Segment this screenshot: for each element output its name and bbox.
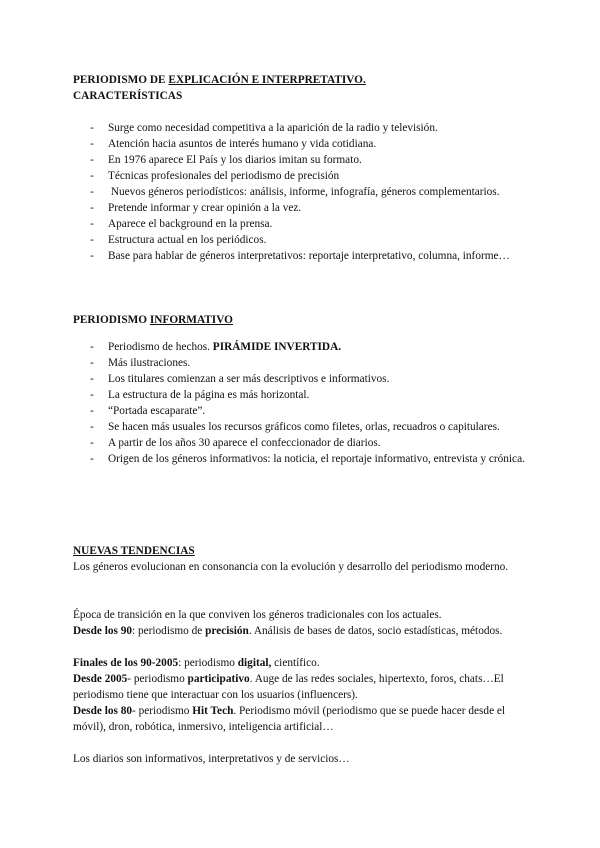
list-item: - Nuevos géneros periodísticos: análisis, informe, infografía, géneros complementarios.	[90, 186, 500, 198]
list-item-text: Atención hacia asuntos de interés humano y vida cotidiana.	[108, 138, 377, 150]
section1-list	[73, 120, 525, 264]
trend-period: Desde los 80	[73, 705, 132, 717]
intro-paragraph: Los géneros evolucionan en consonancia con la evolución y desarrollo del periodismo moderno.	[73, 561, 509, 573]
list-item: - En 1976 aparece El País y los diarios imitan su formato.	[90, 154, 362, 166]
section2-title-underlined: INFORMATIVO	[149, 314, 233, 326]
section1-title	[73, 72, 366, 88]
list-item-text: Los titulares comienzan a ser más descriptivos e informativos.	[108, 373, 390, 385]
list-item-text: Base para hablar de géneros interpretativos: reportaje interpretativo, columna, informe…	[108, 250, 510, 262]
trend-2005-paragraph	[73, 655, 535, 671]
list-item: - Periodismo de hechos. PIRÁMIDE INVERTIDA.	[90, 341, 342, 353]
list-item-text: Periodismo de hechos.	[108, 341, 213, 353]
list-item-text: “Portada escaparate”.	[108, 405, 206, 417]
trend-text: . Auge de las redes sociales, hipertexto, foros, chats…El periodismo tiene que interactuar con los usuarios (influencers).	[73, 673, 504, 701]
list-item: - Surge como necesidad competitiva a la aparición de la radio y televisión.	[90, 122, 438, 134]
trend-keyword: Hit Tech	[192, 705, 234, 717]
trend-80s-paragraph	[73, 703, 535, 735]
trend-participative-paragraph	[73, 671, 535, 703]
list-item: - “Portada escaparate”.	[90, 405, 206, 417]
trend-keyword: precisión	[205, 625, 249, 637]
section3-title: NUEVAS TENDENCIAS	[73, 545, 195, 557]
list-item-text: Origen de los géneros informativos: la noticia, el reportaje informativo, entrevista y crónica.	[108, 453, 525, 465]
list-item-text: Se hacen más usuales los recursos gráficos como filetes, orlas, recuadros o capitulares.	[108, 421, 500, 433]
list-item: - Atención hacia asuntos de interés humano y vida cotidiana.	[90, 138, 377, 150]
list-item: - Base para hablar de géneros interpretativos: reportaje interpretativo, columna, informe…	[90, 250, 510, 262]
list-item-text: Técnicas profesionales del periodismo de precisión	[108, 170, 340, 182]
trend-text: : periodismo	[178, 657, 238, 669]
trend-text: - periodismo	[127, 673, 188, 685]
list-item: - Pretende informar y crear opinión a la vez.	[90, 202, 302, 214]
trend-text: . Análisis de bases de datos, socio estadísticas, métodos.	[248, 625, 503, 637]
list-item-text: Aparece el background en la prensa.	[108, 218, 273, 230]
section2-title	[73, 312, 233, 328]
trend-keyword: digital,	[237, 657, 272, 669]
closing-paragraph: Los diarios son informativos, interpretativos y de servicios…	[73, 753, 350, 765]
trend-period: Finales de los 90-2005	[73, 657, 179, 669]
list-item: - La estructura de la página es más horizontal.	[90, 389, 310, 401]
trend-text: : periodismo de	[132, 625, 206, 637]
list-item-text: Más ilustraciones.	[108, 357, 191, 369]
list-item: - Estructura actual en los periódicos.	[90, 234, 267, 246]
section1-title-underlined: EXPLICACIÓN E INTERPRETATIVO.	[168, 74, 366, 86]
list-item: - Más ilustraciones.	[90, 357, 191, 369]
transition-paragraph: Época de transición en la que conviven los géneros tradicionales con los actuales.	[73, 609, 442, 621]
list-item-text: La estructura de la página es más horizontal.	[108, 389, 310, 401]
section2-title-prefix: PERIODISMO	[73, 314, 150, 326]
trend-period: Desde 2005	[73, 673, 128, 685]
list-item-bold: PIRÁMIDE INVERTIDA.	[212, 341, 342, 353]
list-item-text: Pretende informar y crear opinión a la vez.	[108, 202, 302, 214]
trend-period: Desde los 90	[73, 625, 132, 637]
list-item: - Aparece el background en la prensa.	[90, 218, 273, 230]
list-item-text: Surge como necesidad competitiva a la aparición de la radio y televisión.	[108, 122, 438, 134]
section2-list	[73, 339, 525, 467]
trend-keyword: participativo	[187, 673, 250, 685]
trend-text: científico.	[271, 657, 320, 669]
trend-text: . Periodismo móvil (periodismo que se puede hacer desde el móvil), dron, robótica, inmersivo, inteligencia artificial…	[73, 705, 506, 733]
list-item-text: Estructura actual en los periódicos.	[108, 234, 267, 246]
list-item: - Origen de los géneros informativos: la noticia, el reportaje informativo, entrevista y crónica.	[90, 453, 525, 465]
list-item: - Técnicas profesionales del periodismo de precisión	[90, 170, 340, 182]
trend-text: - periodismo	[132, 705, 193, 717]
list-item-text: A partir de los años 30 aparece el confeccionador de diarios.	[108, 437, 381, 449]
list-item: - A partir de los años 30 aparece el confeccionador de diarios.	[90, 437, 381, 449]
list-item: - Se hacen más usuales los recursos gráficos como filetes, orlas, recuadros o capitulares.	[90, 421, 500, 433]
list-item: - Los titulares comienzan a ser más descriptivos e informativos.	[90, 373, 390, 385]
trend-90s-paragraph	[73, 623, 535, 639]
section1-title-prefix: PERIODISMO DE	[73, 74, 169, 86]
list-item-text: En 1976 aparece El País y los diarios imitan su formato.	[108, 154, 362, 166]
list-item-text: Nuevos géneros periodísticos: análisis, informe, infografía, géneros complementarios.	[108, 186, 500, 198]
section1-subtitle: CARACTERÍSTICAS	[73, 90, 183, 102]
